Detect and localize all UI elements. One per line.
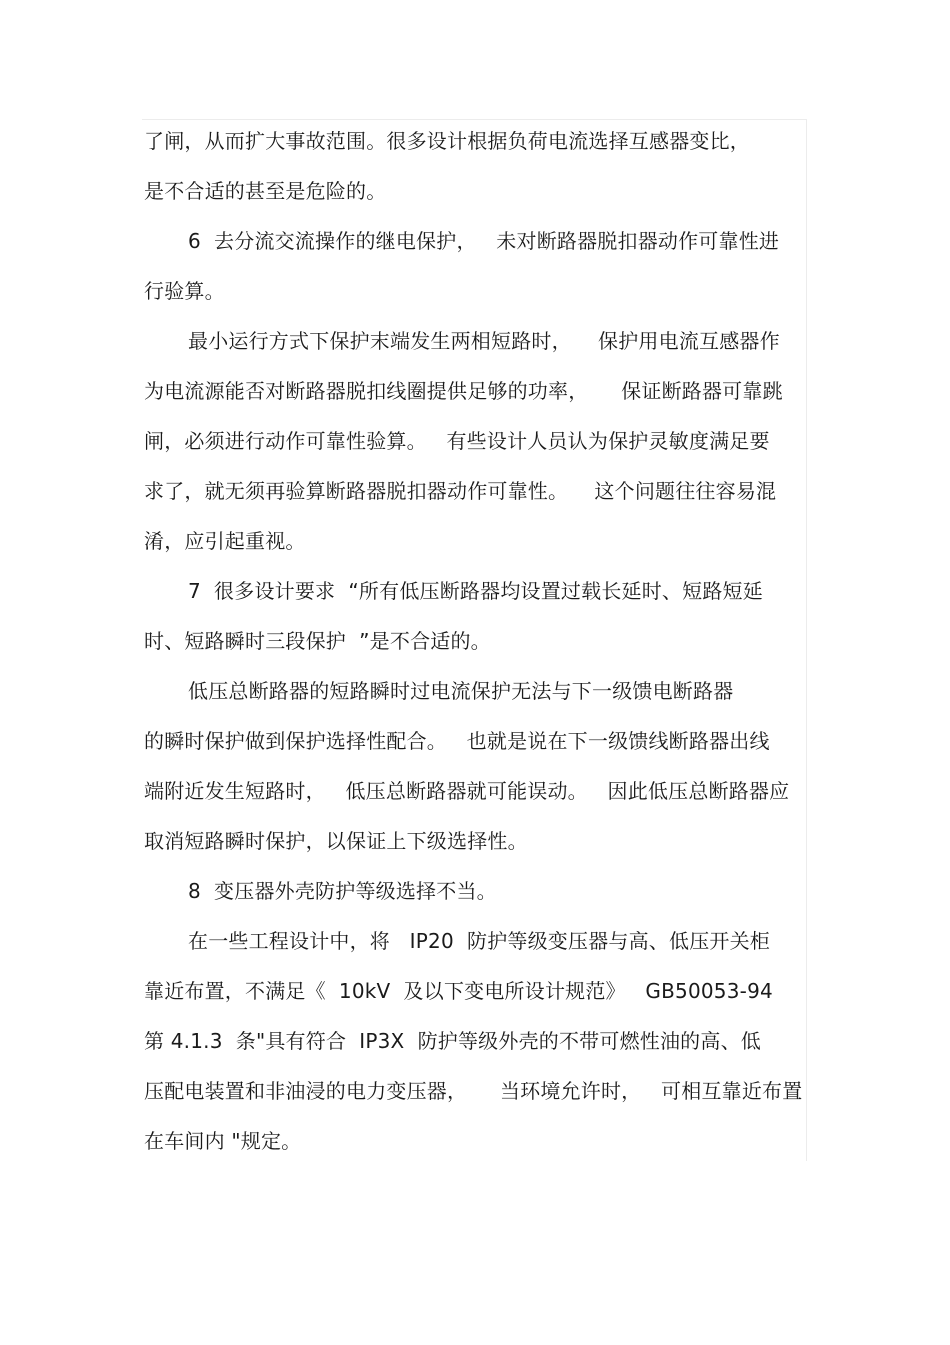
item-7-heading: 7 很多设计要求 “所有低压断路器均设置过载长延时、短路短延 bbox=[188, 579, 763, 603]
text-line-7: 闸，必须进行动作可靠性验算。 有些设计人员认为保护灵敏度满足要 bbox=[144, 429, 770, 453]
text-line-21: 在车间内 "规定。 bbox=[144, 1129, 302, 1153]
text-line-1: 了闸，从而扩大事故范围。很多设计根据负荷电流选择互感器变比， bbox=[144, 129, 750, 153]
text-line-15: 取消短路瞬时保护，以保证上下级选择性。 bbox=[144, 829, 528, 853]
text-line-13: 的瞬时保护做到保护选择性配合。 也就是说在下一级馈线断路器出线 bbox=[144, 729, 770, 753]
item-8-heading: 8 变压器外壳防护等级选择不当。 bbox=[188, 879, 497, 903]
text-line-18: 靠近布置，不满足《 10kV 及以下变电所设计规范》 GB50053-94 bbox=[144, 979, 773, 1003]
text-line-11: 时、短路瞬时三段保护 ”是不合适的。 bbox=[144, 629, 491, 653]
text-line-2: 是不合适的甚至是危险的。 bbox=[144, 179, 387, 203]
item-6-heading: 6 去分流交流操作的继电保护， 未对断路器脱扣器动作可靠性进 bbox=[188, 229, 780, 253]
text-line-17: 在一些工程设计中，将 IP20 防护等级变压器与高、低压开关柜 bbox=[188, 929, 770, 953]
text-line-6: 为电流源能否对断路器脱扣线圈提供足够的功率， 保证断路器可靠跳 bbox=[144, 379, 783, 403]
text-line-4: 行验算。 bbox=[144, 279, 225, 303]
text-line-5: 最小运行方式下保护末端发生两相短路时， 保护用电流互感器作 bbox=[188, 329, 780, 353]
text-line-14: 端附近发生短路时， 低压总断路器就可能误动。 因此低压总断路器应 bbox=[144, 779, 790, 803]
text-line-12: 低压总断路器的短路瞬时过电流保护无法与下一级馈电断路器 bbox=[188, 679, 734, 703]
text-line-9: 淆，应引起重视。 bbox=[144, 529, 306, 553]
text-line-20: 压配电装置和非油浸的电力变压器， 当环境允许时， 可相互靠近布置 bbox=[144, 1079, 803, 1103]
text-line-19: 第 4.1.3 条"具有符合 IP3X 防护等级外壳的不带可燃性油的高、低 bbox=[144, 1029, 761, 1053]
text-line-8: 求了，就无须再验算断路器脱扣器动作可靠性。 这个问题往往容易混 bbox=[144, 479, 777, 503]
